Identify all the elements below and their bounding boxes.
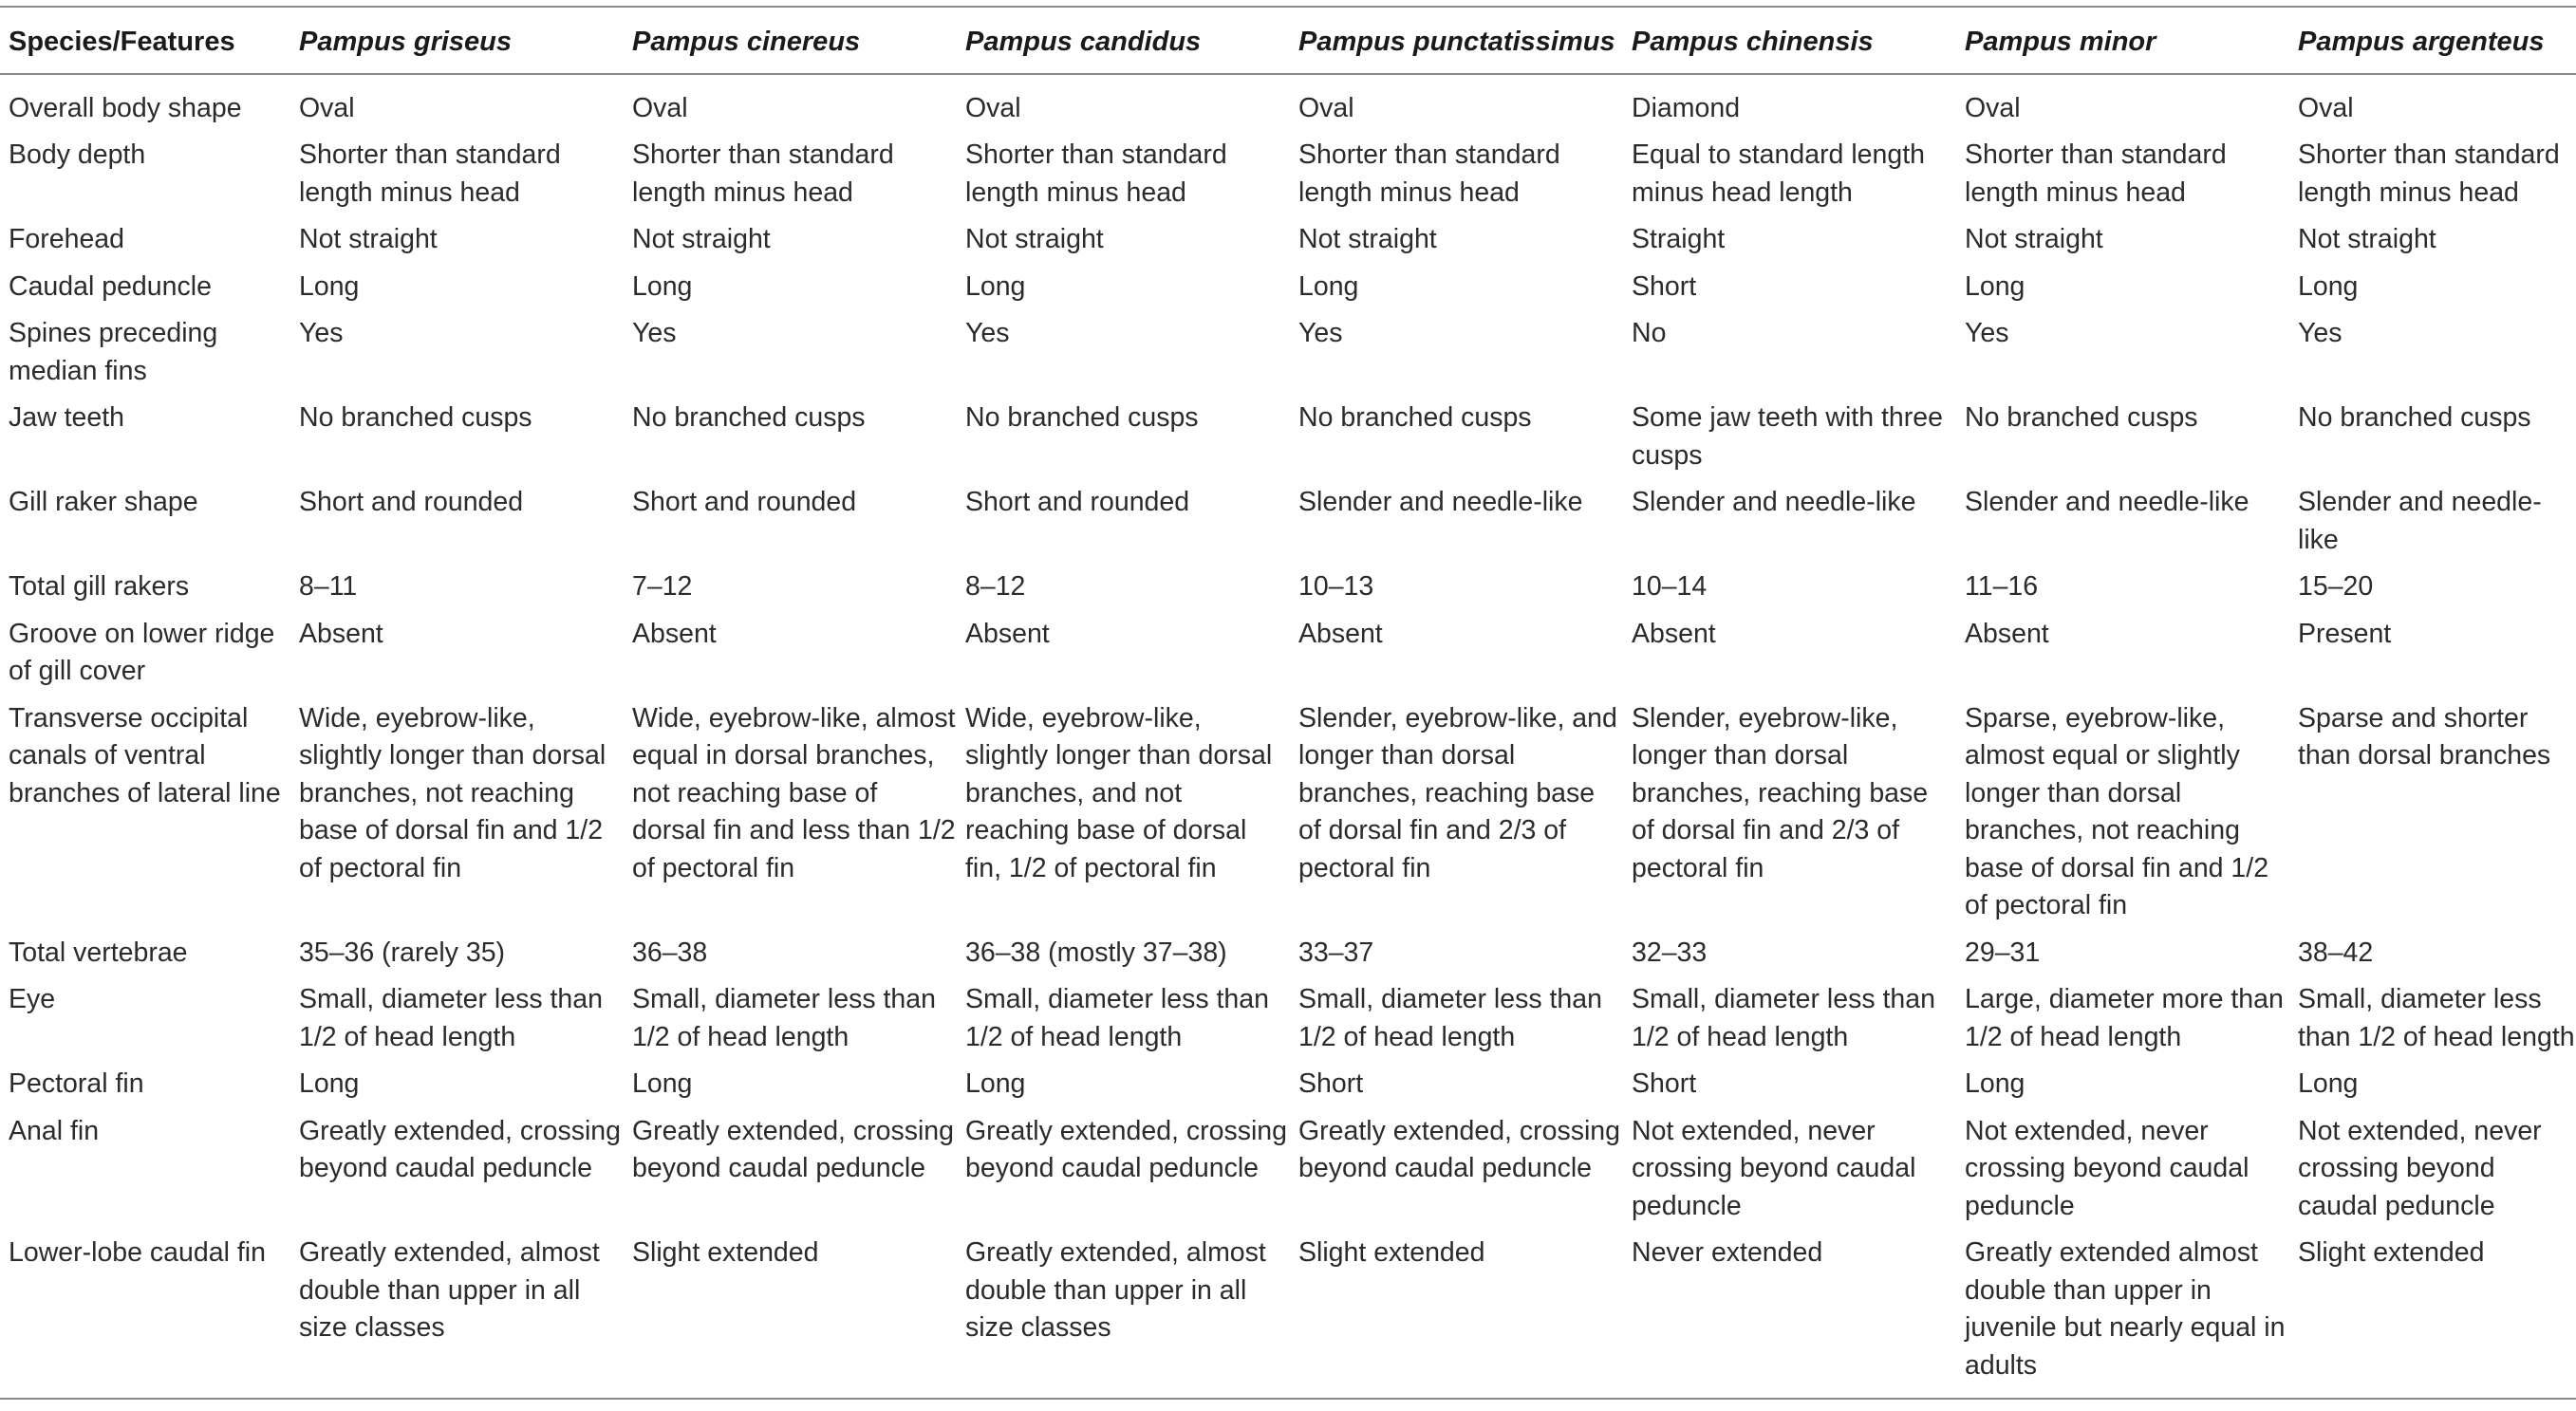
table-cell: Short and rounded (965, 487, 1190, 517)
table-cell: Absent (1632, 618, 1716, 649)
table-cell: Slender and needle-like (2298, 487, 2542, 555)
table-cell: Wide, eyebrow-like, slightly longer than dorsal branches, not reaching base of dorsal fin and 1/2 of pectoral fin (299, 702, 607, 883)
table-cell: Long (632, 1068, 693, 1099)
table-cell: Not extended, never crossing beyond caudal peduncle (1632, 1115, 1916, 1221)
table-cell: Slender, eyebrow-like, longer than dorsal branches, reaching base of dorsal fin and 2/3 of pectoral fin (1632, 702, 1929, 883)
table-cell: Slender and needle-like (1632, 487, 1916, 517)
table-cell: Oval (1298, 92, 1354, 123)
species-features-table (0, 6, 2576, 1400)
table-cell: Greatly extended, crossing beyond caudal peduncle (299, 1115, 622, 1183)
table-cell: Small, diameter less than 1/2 of head length (2298, 984, 2575, 1052)
table-cell: Small, diameter less than 1/2 of head length (1632, 984, 1935, 1052)
table-cell: 8–11 (299, 571, 358, 602)
table-cell: Shorter than standard length minus head (632, 139, 894, 208)
table-cell: Long (2298, 270, 2359, 302)
feature-label-cell: Total gill rakers (9, 571, 190, 602)
table-cell: Slight extended (2298, 1237, 2485, 1268)
table-row (0, 929, 2576, 976)
table-row (0, 695, 2576, 929)
table-cell: Yes (1965, 318, 2009, 348)
table-cell: Greatly extended almost double than upper in juvenile but nearly equal in adults (1965, 1237, 2286, 1381)
feature-label-cell: Overall body shape (9, 92, 242, 123)
feature-label-cell: Jaw teeth (9, 402, 124, 433)
feature-label-cell: Body depth (9, 139, 146, 170)
table-cell: Absent (1298, 618, 1383, 649)
table-cell: Absent (1965, 618, 2049, 649)
table-cell: 10–13 (1298, 571, 1374, 602)
table-cell: Greatly extended, almost double than upper in all size classes (965, 1237, 1266, 1343)
table-cell: Short and rounded (299, 487, 524, 517)
table-cell: Oval (965, 92, 1021, 123)
table-cell: 35–36 (rarely 35) (299, 937, 506, 968)
table-cell: Long (1298, 270, 1359, 302)
table-row (0, 309, 2576, 394)
table-cell: Not straight (1298, 224, 1437, 254)
table-row (0, 1229, 2576, 1399)
header-pampus-cinereus: Pampus cinereus (632, 27, 861, 57)
table-cell: Small, diameter less than 1/2 of head length (1298, 984, 1602, 1052)
table-cell: Oval (1965, 92, 2021, 123)
table-cell: 29–31 (1965, 937, 2041, 968)
table-cell: 11–16 (1965, 571, 2039, 602)
table-cell: Slender and needle-like (1965, 487, 2249, 517)
table-cell: 8–12 (965, 571, 1026, 602)
table-cell: Yes (299, 318, 344, 348)
table-cell: No branched cusps (965, 402, 1199, 433)
feature-label-cell: Pectoral fin (9, 1068, 144, 1099)
table-cell: 36–38 (632, 937, 708, 968)
header-pampus-minor: Pampus minor (1965, 27, 2156, 57)
table-cell: Yes (965, 318, 1010, 348)
feature-label-cell: Forehead (9, 224, 125, 254)
header-row (0, 7, 2576, 74)
table-row (0, 975, 2576, 1060)
table-cell: Small, diameter less than 1/2 of head length (965, 984, 1269, 1052)
feature-label-cell: Groove on lower ridge of gill cover (9, 618, 275, 686)
table-cell: Slight extended (1298, 1237, 1485, 1268)
table-cell: Long (632, 270, 693, 302)
feature-label-cell: Transverse occipital canals of ventral branches of lateral line (9, 702, 281, 808)
table-row (0, 131, 2576, 215)
table-cell: Not straight (299, 224, 438, 254)
header-species-features: Species/Features (9, 27, 235, 57)
table-header (0, 7, 2576, 74)
table-cell: 15–20 (2298, 571, 2374, 602)
table-cell: Long (1965, 270, 2025, 302)
feature-label-cell: Spines preceding median fins (9, 318, 218, 386)
table-cell: Absent (965, 618, 1050, 649)
header-pampus-candidus: Pampus candidus (965, 27, 1202, 57)
table-cell: Greatly extended, crossing beyond caudal peduncle (965, 1115, 1288, 1183)
table-cell: Shorter than standard length minus head (1965, 139, 2227, 208)
table-cell: Diamond (1632, 92, 1741, 123)
table-cell: Not extended, never crossing beyond caudal peduncle (1965, 1115, 2249, 1221)
table-cell: Long (299, 270, 360, 302)
table-cell: No branched cusps (632, 402, 866, 433)
table-body (0, 74, 2576, 1400)
table-cell: No (1632, 318, 1667, 348)
table-cell: 38–42 (2298, 937, 2374, 968)
table-cell: Wide, eyebrow-like, slightly longer than dorsal branches, and not reaching base of dorsal fin, 1/2 of pectoral fin (965, 702, 1273, 883)
header-pampus-punctatissimus: Pampus punctatissimus (1298, 27, 1615, 57)
table-cell: Oval (2298, 92, 2354, 123)
table-cell: 7–12 (632, 571, 693, 602)
table-cell: Short (1632, 270, 1697, 302)
table-cell: Equal to standard length minus head length (1632, 139, 1925, 208)
table-cell: Small, diameter less than 1/2 of head length (632, 984, 936, 1052)
table-cell: Shorter than standard length minus head (1298, 139, 1560, 208)
table-cell: Straight (1632, 224, 1726, 254)
feature-label-cell: Lower-lobe caudal fin (9, 1237, 266, 1268)
table-cell: Large, diameter more than 1/2 of head length (1965, 984, 2284, 1052)
table-cell: No branched cusps (299, 402, 532, 433)
table-row (0, 1060, 2576, 1107)
table-cell: Sparse and shorter than dorsal branches (2298, 702, 2551, 770)
table-row (0, 394, 2576, 478)
table-cell: Long (1965, 1068, 2025, 1099)
table-cell: Slender and needle-like (1298, 487, 1583, 517)
table-cell: Not straight (965, 224, 1104, 254)
table-cell: Long (299, 1068, 360, 1099)
table-cell: Not straight (632, 224, 771, 254)
table-cell: Short (1632, 1068, 1697, 1099)
table-cell: Not straight (1965, 224, 2103, 254)
table-cell: Not straight (2298, 224, 2436, 254)
table-cell: Slender, eyebrow-like, and longer than dorsal branches, reaching base of dorsal fin and 2/3 of pectoral fin (1298, 702, 1617, 883)
table-cell: Yes (632, 318, 677, 348)
table-cell: Present (2298, 618, 2392, 649)
table-cell: No branched cusps (2298, 402, 2531, 433)
table-row (0, 478, 2576, 563)
header-pampus-chinensis: Pampus chinensis (1632, 27, 1874, 57)
table-cell: 33–37 (1298, 937, 1374, 968)
table-row (0, 1107, 2576, 1230)
feature-label-cell: Anal fin (9, 1115, 100, 1146)
table-cell: Shorter than standard length minus head (2298, 139, 2560, 208)
table-row (0, 610, 2576, 695)
table-cell: Yes (1298, 318, 1343, 348)
table-cell: Greatly extended, crossing beyond caudal peduncle (1298, 1115, 1621, 1183)
table-row (0, 263, 2576, 310)
feature-label-cell: Caudal peduncle (9, 270, 212, 302)
table-cell: Absent (299, 618, 383, 649)
feature-label-cell: Eye (9, 984, 56, 1014)
table-cell: Sparse, eyebrow-like, almost equal or slightly longer than dorsal branches, not reaching base of dorsal fin and 1/2 of pectoral fin (1965, 702, 2269, 920)
table-cell: Oval (632, 92, 688, 123)
table-cell: Shorter than standard length minus head (965, 139, 1227, 208)
table-cell: Yes (2298, 318, 2343, 348)
table-cell: No branched cusps (1298, 402, 1532, 433)
header-pampus-griseus: Pampus griseus (299, 27, 513, 57)
table-cell: Shorter than standard length minus head (299, 139, 561, 208)
header-pampus-argenteus: Pampus argenteus (2298, 27, 2545, 57)
table-cell: Small, diameter less than 1/2 of head length (299, 984, 603, 1052)
table-cell: Never extended (1632, 1237, 1823, 1268)
table-cell: Short (1298, 1068, 1364, 1099)
table-cell: Not extended, never crossing beyond caudal peduncle (2298, 1115, 2542, 1221)
table-cell: Some jaw teeth with three cusps (1632, 402, 1943, 471)
feature-label-cell: Gill raker shape (9, 487, 198, 517)
table-cell: Long (2298, 1068, 2359, 1099)
table-row (0, 563, 2576, 610)
table-cell: 10–14 (1632, 571, 1708, 602)
table-cell: Greatly extended, almost double than upper in all size classes (299, 1237, 600, 1343)
table-cell: Absent (632, 618, 717, 649)
table-cell: No branched cusps (1965, 402, 2198, 433)
table-cell: 36–38 (mostly 37–38) (965, 937, 1227, 968)
table-cell: Greatly extended, crossing beyond caudal peduncle (632, 1115, 955, 1183)
table-cell: Wide, eyebrow-like, almost equal in dorsal branches, not reaching base of dorsal fin and less than 1/2 of pectoral fin (632, 702, 956, 883)
table-cell: Long (965, 270, 1026, 302)
table-row (0, 215, 2576, 263)
feature-label-cell: Total vertebrae (9, 937, 188, 968)
table-cell: Short and rounded (632, 487, 857, 517)
table-cell: Long (965, 1068, 1026, 1099)
table-row (0, 74, 2576, 132)
table-cell: Oval (299, 92, 355, 123)
table-cell: 32–33 (1632, 937, 1708, 968)
table-cell: Slight extended (632, 1237, 819, 1268)
